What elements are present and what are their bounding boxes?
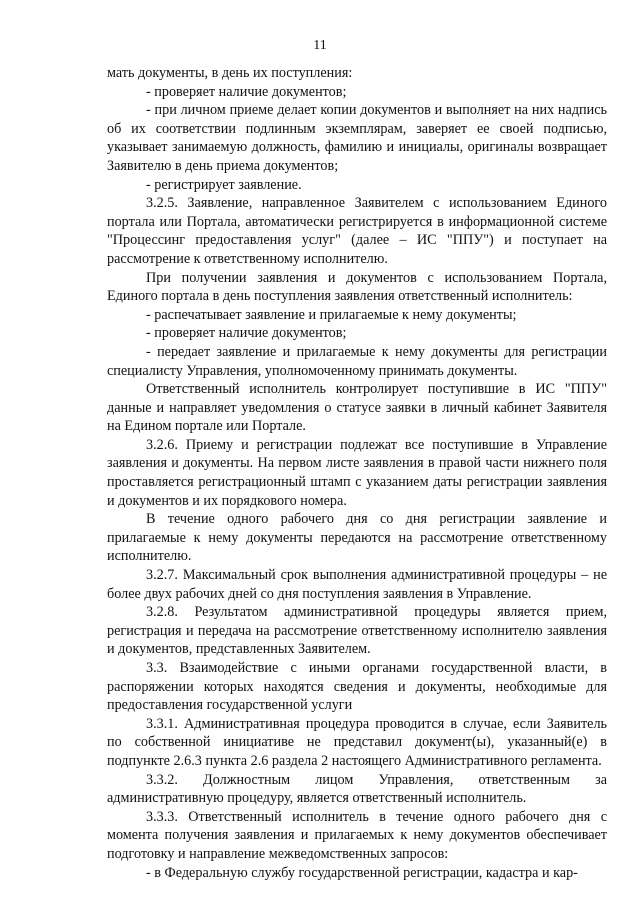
list-item: - проверяет наличие документов; <box>146 83 347 100</box>
list-item: - регистрирует заявление. <box>146 176 302 193</box>
list-item: - проверяет наличие документов; <box>146 325 347 342</box>
paragraph: 3.2.6. Приему и регистрации подлежат все поступившие в Управление заявления и документы. На первом листе заявления в правой части нижнего поля проставляется регистрационный штамп с указанием даты регистрации заявления и документов и их порядкового номера. <box>107 436 607 509</box>
list-item: - передает заявление и прилагаемые к нему документы для регистрации специалисту Управления, уполномоченному принимать документы. <box>107 343 607 379</box>
paragraph: Ответственный исполнитель контролирует поступившие в ИС "ППУ" данные и направляет уведомления о статусе заявки в личный кабинет Заявителя на Едином портале или Портале. <box>107 381 607 435</box>
paragraph: мать документы, в день их поступления: <box>107 65 353 81</box>
paragraph: При получении заявления и документов с использованием Портала, Единого портала в день поступления заявления ответственный исполнитель: <box>107 269 607 305</box>
list-item: - в Федеральную службу государственной регистрации, кадастра и кар- <box>146 864 578 881</box>
list-item: - распечатывает заявление и прилагаемые к нему документы; <box>146 306 517 323</box>
paragraph: 3.3.2. Должностным лицом Управления, ответственным за административную процедуру, является ответственный исполнитель. <box>107 771 607 807</box>
paragraph: 3.3.1. Административная процедура проводится в случае, если Заявитель по собственной инициативе не представил документ(ы), указанный(е) в подпункте 2.6.3 пункта 2.6 раздела 2 настоящего Административного регламента. <box>107 715 607 769</box>
document-body <box>107 64 607 882</box>
page-number: 11 <box>313 38 327 53</box>
section-heading: 3.3. Взаимодействие с иными органами государственной власти, в распоряжении которых находятся сведения и документы, необходимые для предоставления государственной услуги <box>107 660 607 714</box>
paragraph: В течение одного рабочего дня со дня регистрации заявление и прилагаемые к нему документы передаются на рассмотрение ответственному исполнителю. <box>107 511 607 565</box>
paragraph: 3.2.8. Результатом административной процедуры является прием, регистрация и передача на рассмотрение ответственному исполнителю заявления и документов, представленных Заявителем. <box>107 604 607 658</box>
paragraph: 3.3.3. Ответственный исполнитель в течение одного рабочего дня с момента получения заявления и прилагаемых к нему документов обеспечивает подготовку и направление межведомственных запросов: <box>107 808 607 862</box>
paragraph: 3.2.7. Максимальный срок выполнения административной процедуры – не более двух рабочих дней со дня поступления заявления в Управление. <box>107 567 607 602</box>
paragraph: 3.2.5. Заявление, направленное Заявителем с использованием Единого портала или Портала, автоматически регистрируется в информационной системе "Процессинг предоставления услуг" (далее – ИС "ППУ") и поступает на рассмотрение к ответственному исполнителю. <box>107 195 607 267</box>
list-item: - при личном приеме делает копии документов и выполняет на них надпись об их соответствии подлинным экземплярам, заверяет ее своей подписью, указывает занимаемую должность, фамилию и инициалы, оригиналы возвращает Заявителю в день приема документов; <box>107 102 607 174</box>
